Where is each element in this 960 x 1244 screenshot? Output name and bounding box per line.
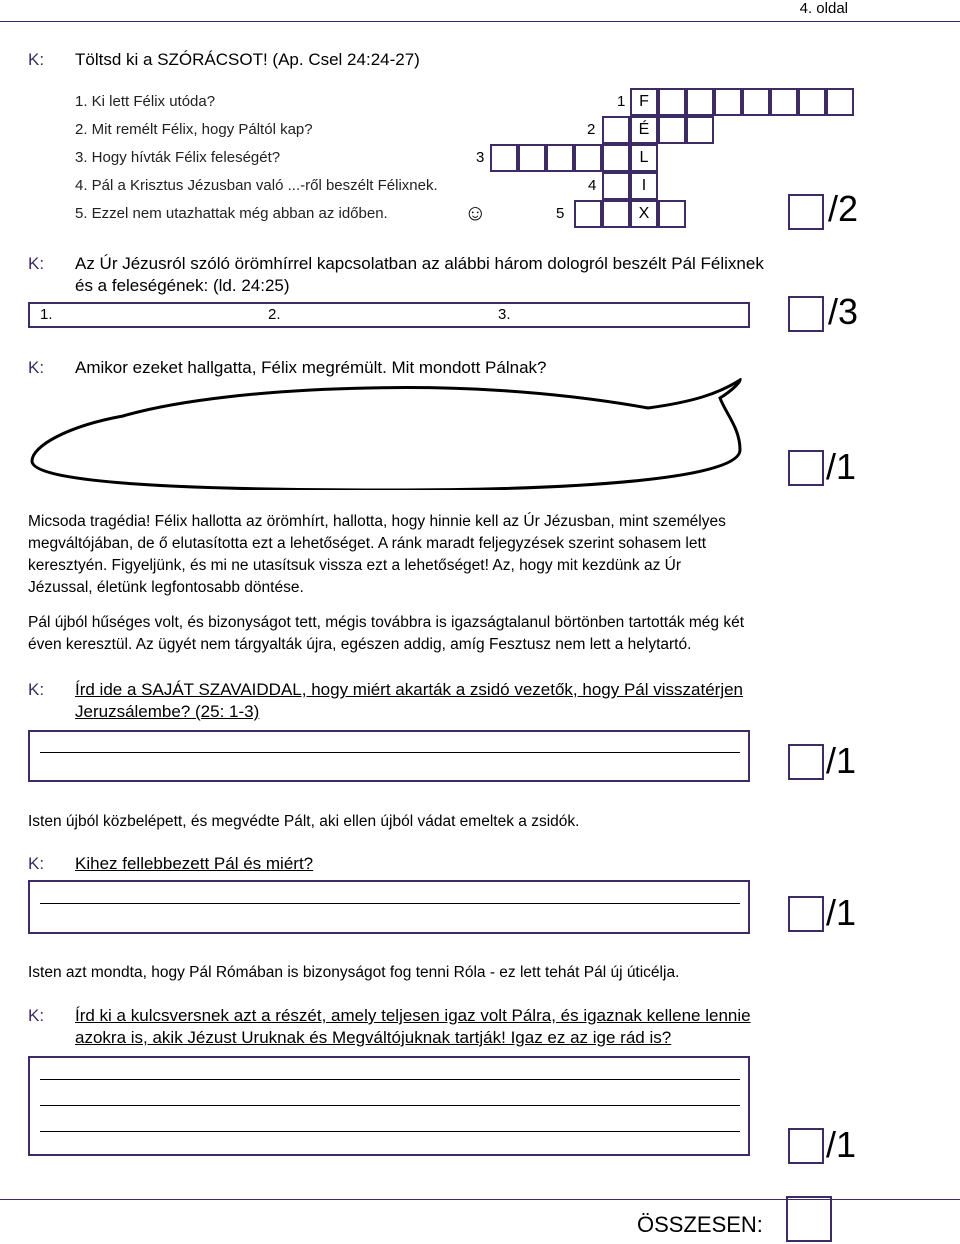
score-label-3: /1	[826, 446, 857, 487]
section4-question-line1: Írd ide a SAJÁT SZAVAIDDAL, hogy miért akarták a zsidó vezetők, hogy Pál visszatérjen	[75, 680, 744, 699]
section6-answer-box[interactable]	[28, 1056, 750, 1156]
top-divider	[0, 21, 960, 22]
score-box-6[interactable]	[788, 1128, 824, 1164]
paragraph-4: Isten azt mondta, hogy Pál Rómában is bizonyságot fog tenni Róla - ez lett tehát Pál új úticélja.	[28, 964, 680, 981]
row-number-5: 5	[556, 205, 565, 222]
row-number-4: 4	[588, 177, 597, 194]
answer-line	[40, 1131, 740, 1132]
crossword-cell[interactable]	[574, 144, 602, 172]
score-box-5[interactable]	[788, 896, 824, 932]
section1-k-label: K:	[28, 50, 45, 69]
section5-question: Kihez fellebbezett Pál és miért?	[75, 854, 314, 873]
answer-number-2: 2.	[268, 306, 281, 323]
speech-bubble-outline	[32, 380, 740, 490]
score-box-1[interactable]	[788, 194, 824, 230]
row-number-2: 2	[587, 121, 596, 138]
smiley-icon: ☺	[464, 200, 487, 225]
crossword-cell[interactable]	[658, 88, 686, 116]
score-label-5: /1	[826, 892, 857, 933]
crossword-cell[interactable]	[490, 144, 518, 172]
paragraph-2-line: Pál újból hűséges volt, és bizonyságot tett, mégis továbbra is igazságtalanul börtönben tartották még két	[28, 614, 745, 631]
section2-question-line1: Az Úr Jézusról szóló örömhírrel kapcsolatban az alábbi három dologról beszélt Pál Félixnek	[75, 254, 764, 273]
crossword-cell[interactable]	[686, 116, 714, 144]
score-box-4[interactable]	[788, 744, 824, 780]
answer-line	[40, 752, 740, 753]
section6-k-label: K:	[28, 1006, 45, 1025]
crossword-cell[interactable]	[658, 116, 686, 144]
section6-question-line1: Írd ki a kulcsversnek azt a részét, amely teljesen igaz volt Pálra, és igaznak kellene lennie	[75, 1006, 751, 1025]
paragraph-2	[28, 612, 856, 656]
section5-k-label: K:	[28, 854, 45, 873]
clue-1: 1. Ki lett Félix utóda?	[75, 93, 216, 110]
score-label-6: /1	[826, 1124, 857, 1165]
answer-line	[40, 1079, 740, 1080]
section4-question-line2: Jeruzsálembe? (25: 1-3)	[75, 702, 260, 721]
crossword-cell[interactable]	[742, 88, 770, 116]
answer-number-3: 3.	[498, 306, 511, 323]
crossword-cell[interactable]	[602, 116, 630, 144]
score-label-2: /3	[828, 291, 859, 332]
crossword-cell[interactable]	[770, 88, 798, 116]
crossword-cell[interactable]	[798, 88, 826, 116]
score-box-3[interactable]	[788, 450, 824, 486]
section1-title: Töltsd ki a SZÓRÁCSOT! (Ap. Csel 24:24-27)	[75, 50, 420, 69]
score-box-2[interactable]	[788, 296, 824, 332]
paragraph-1-line: keresztyén. Figyeljünk, és mi ne utasítsuk vissza ezt a lehetőséget! Az, hogy mit kezdünk az Úr	[28, 557, 682, 574]
crossword-cell[interactable]	[714, 88, 742, 116]
crossword-cell[interactable]	[574, 200, 602, 228]
clue-2: 2. Mit remélt Félix, hogy Páltól kap?	[75, 121, 313, 138]
score-label-4: /1	[826, 740, 857, 781]
score-label-1: /2	[828, 188, 859, 229]
crossword-cell[interactable]	[658, 200, 686, 228]
row-number-1: 1	[617, 93, 626, 110]
clue-3: 3. Hogy hívták Félix feleségét?	[75, 149, 281, 166]
section6-question-line2: azokra is, akik Jézust Uruknak és Megváltójuknak tartják! Igaz ez az ige rád is?	[75, 1028, 672, 1047]
row-number-3: 3	[476, 149, 485, 166]
crossword-cell[interactable]	[602, 172, 630, 200]
section4-k-label: K:	[28, 680, 45, 699]
section2-k-label: K:	[28, 254, 45, 273]
speech-bubble[interactable]	[28, 378, 750, 490]
crossword-key-cell-5[interactable]: X	[630, 200, 658, 228]
crossword-cell[interactable]	[826, 88, 854, 116]
crossword-key-cell-2[interactable]: É	[630, 116, 658, 144]
paragraph-1	[28, 511, 856, 599]
section2-answer-box[interactable]	[28, 302, 750, 328]
paragraph-1-line: Jézussal, életünk legfontosabb döntése.	[28, 579, 304, 596]
crossword-cell[interactable]	[602, 200, 630, 228]
answer-line	[40, 1105, 740, 1106]
total-label: ÖSSZESEN:	[637, 1212, 763, 1237]
crossword-cell[interactable]	[602, 144, 630, 172]
section3-question: Amikor ezeket hallgatta, Félix megrémült. Mit mondott Pálnak?	[75, 358, 547, 377]
crossword-key-cell-4[interactable]: I	[630, 172, 658, 200]
page-number: 4. oldal	[799, 0, 848, 17]
total-score-box[interactable]	[786, 1196, 832, 1242]
clue-5: 5. Ezzel nem utazhattak még abban az időben.	[75, 205, 388, 222]
crossword-key-cell-1[interactable]: F	[630, 88, 658, 116]
clue-4: 4. Pál a Krisztus Jézusban való ...-ről beszélt Félixnek.	[75, 177, 438, 194]
paragraph-3: Isten újból közbelépett, és megvédte Pált, aki ellen újból vádat emeltek a zsidók.	[28, 813, 580, 830]
section5-answer-box[interactable]	[28, 880, 750, 934]
crossword-key-cell-3[interactable]: L	[630, 144, 658, 172]
paragraph-1-line: megváltójában, de ő elutasította ezt a lehetőséget. A ránk maradt feljegyzések szerint sohasem lett	[28, 535, 707, 552]
section3-k-label: K:	[28, 358, 45, 377]
crossword-cell[interactable]	[686, 88, 714, 116]
paragraph-2-line: éven keresztül. Az ügyét nem tárgyalták újra, egészen addig, amíg Fesztusz nem lett a helytartó.	[28, 636, 692, 653]
section2-question-line2: és a feleségének: (ld. 24:25)	[75, 276, 290, 295]
answer-line	[40, 903, 740, 904]
answer-number-1: 1.	[40, 306, 53, 323]
section4-answer-box[interactable]	[28, 730, 750, 782]
crossword-cell[interactable]	[546, 144, 574, 172]
paragraph-1-line: Micsoda tragédia! Félix hallotta az örömhírt, hallotta, hogy hinnie kell az Úr Jézusban, mint személyes	[28, 513, 726, 530]
crossword-cell[interactable]	[518, 144, 546, 172]
